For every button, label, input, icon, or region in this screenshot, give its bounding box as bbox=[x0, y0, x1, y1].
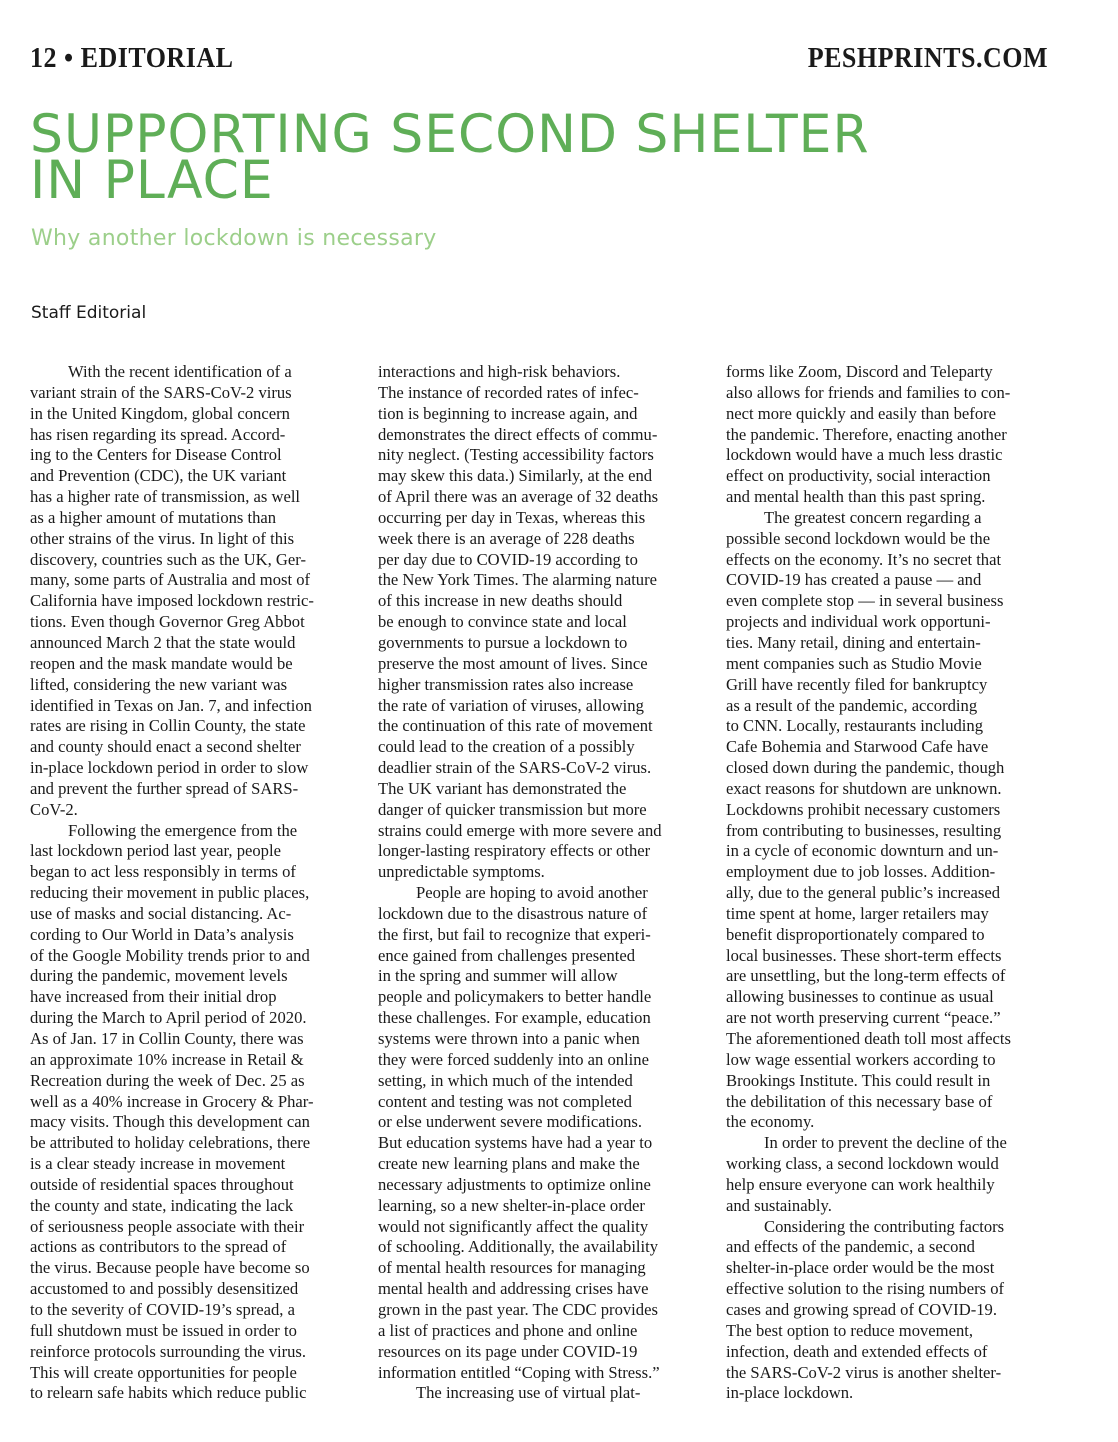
text-line: The best option to reduce movement, bbox=[726, 1320, 973, 1340]
text-line: other strains of the virus. In light of this bbox=[30, 528, 295, 548]
text-line: resources on its page under COVID-19 bbox=[378, 1341, 638, 1361]
text-line: help ensure everyone can work healthily bbox=[726, 1174, 995, 1194]
text-line: in a cycle of economic downturn and un- bbox=[726, 841, 999, 861]
text-line: and county should enact a second shelter bbox=[30, 737, 301, 757]
text-line: of the Google Mobility trends prior to and bbox=[30, 945, 310, 965]
headline bbox=[30, 104, 1010, 211]
text-line: and prevent the further spread of SARS- bbox=[30, 778, 299, 798]
text-line: The increasing use of virtual plat- bbox=[416, 1383, 641, 1403]
text-line: deadlier strain of the SARS-CoV-2 virus. bbox=[378, 758, 652, 778]
text-line: as a higher amount of mutations than bbox=[30, 507, 277, 527]
text-line: necessary adjustments to optimize online bbox=[378, 1174, 651, 1194]
column-2 bbox=[378, 362, 708, 1404]
text-line: The instance of recorded rates of infec- bbox=[378, 382, 639, 402]
text-line: exact reasons for shutdown are unknown. bbox=[726, 778, 1002, 798]
text-line: during the March to April period of 2020. bbox=[30, 1008, 307, 1028]
text-line: effective solution to the rising numbers of bbox=[726, 1279, 1005, 1299]
text-line: people and policymakers to better handle bbox=[378, 987, 652, 1007]
text-line: may skew this data.) Similarly, at the end bbox=[378, 466, 653, 486]
text-line: Following the emergence from the bbox=[68, 820, 298, 840]
text-line: of this increase in new deaths should bbox=[378, 591, 623, 611]
text-line: systems were thrown into a panic when bbox=[378, 1029, 640, 1048]
text-line: cases and growing spread of COVID-19. bbox=[726, 1299, 997, 1319]
text-line: macy visits. Though this development can bbox=[30, 1112, 310, 1132]
text-line: The greatest concern regarding a bbox=[764, 507, 982, 527]
text-line: closed down during the pandemic, though bbox=[726, 758, 1005, 778]
text-line: the New York Times. The alarming nature bbox=[378, 570, 657, 590]
section-label: 12 • EDITORIAL bbox=[30, 42, 234, 74]
text-line: began to act less responsibly in terms of bbox=[30, 862, 296, 882]
text-line: week there is an average of 228 deaths bbox=[378, 528, 635, 548]
text-line: from contributing to businesses, resulting bbox=[726, 820, 1002, 840]
text-line: The aforementioned death toll most affects bbox=[726, 1029, 1011, 1048]
text-line: as a result of the pandemic, according bbox=[726, 695, 978, 715]
text-line: in-place lockdown period in order to slow bbox=[30, 758, 309, 778]
text-line: preserve the most amount of lives. Since bbox=[378, 653, 648, 673]
subheadline: Why another lockdown is necessary bbox=[31, 226, 437, 251]
text-line: People are hoping to avoid another bbox=[416, 883, 648, 903]
text-line: in the United Kingdom, global concern bbox=[30, 403, 290, 423]
text-line: higher transmission rates also increase bbox=[378, 674, 634, 694]
text-line: the debilitation of this necessary base of bbox=[726, 1091, 993, 1111]
text-line: the pandemic. Therefore, enacting another bbox=[726, 424, 1007, 444]
text-line: nect more quickly and easily than before bbox=[726, 403, 997, 423]
text-line: have increased from their initial drop bbox=[30, 987, 277, 1007]
text-line: full shutdown must be issued in order to bbox=[30, 1320, 297, 1340]
text-line: But education systems have had a year to bbox=[378, 1133, 653, 1153]
text-line: last lockdown period last year, people bbox=[30, 841, 281, 861]
byline: Staff Editorial bbox=[31, 303, 147, 323]
text-line: mental health and addressing crises have bbox=[378, 1279, 649, 1299]
text-line: has risen regarding its spread. Accord- bbox=[30, 424, 286, 444]
text-line: the virus. Because people have become so bbox=[30, 1258, 310, 1278]
text-line: Grill have recently filed for bankruptcy bbox=[726, 674, 988, 694]
text-line: of mental health resources for managing bbox=[378, 1258, 646, 1278]
text-line: occurring per day in Texas, whereas this bbox=[378, 507, 646, 527]
text-line: and sustainably. bbox=[726, 1195, 832, 1215]
text-line: local businesses. These short-term effects bbox=[726, 945, 1002, 965]
text-line: outside of residential spaces throughout bbox=[30, 1174, 294, 1194]
text-line: danger of quicker transmission but more bbox=[378, 799, 647, 819]
text-line: grown in the past year. The CDC provides bbox=[378, 1299, 658, 1319]
text-line: unpredictable symptoms. bbox=[378, 862, 545, 882]
text-line: ment companies such as Studio Movie bbox=[726, 653, 982, 673]
text-line: many, some parts of Australia and most of bbox=[30, 570, 311, 590]
text-line: tions. Even though Governor Greg Abbot bbox=[30, 612, 305, 632]
text-line: accustomed to and possibly desensitized bbox=[30, 1279, 299, 1299]
text-line: infection, death and extended effects of bbox=[726, 1341, 988, 1361]
text-line: shelter-in-place order would be the most bbox=[726, 1258, 995, 1278]
text-line: rates are rising in Collin County, the state bbox=[30, 716, 306, 736]
text-line: employment due to job losses. Addition- bbox=[726, 862, 996, 882]
text-line: actions as contributors to the spread of bbox=[30, 1237, 287, 1257]
article-body bbox=[30, 362, 1050, 1442]
text-line: in-place lockdown. bbox=[726, 1383, 854, 1403]
text-line: the economy. bbox=[726, 1112, 815, 1132]
text-line: governments to pursue a lockdown to bbox=[378, 632, 628, 652]
text-line: cording to Our World in Data’s analysis bbox=[30, 924, 294, 944]
text-line: use of masks and social distancing. Ac- bbox=[30, 903, 292, 923]
text-line: Cafe Bohemia and Starwood Cafe have bbox=[726, 737, 989, 757]
text-line: effect on productivity, social interaction bbox=[726, 466, 991, 486]
text-line: of schooling. Additionally, the availability bbox=[378, 1237, 659, 1257]
text-line: setting, in which much of the intended bbox=[378, 1070, 633, 1090]
text-line: announced March 2 that the state would bbox=[30, 632, 296, 652]
headline-line-2: IN PLACE bbox=[30, 150, 274, 211]
text-line: time spent at home, larger retailers may bbox=[726, 903, 989, 923]
text-line: would not significantly affect the quality bbox=[378, 1216, 649, 1236]
text-line: well as a 40% increase in Grocery & Phar- bbox=[30, 1091, 314, 1111]
column-3 bbox=[726, 362, 1056, 1404]
text-line: they were forced suddenly into an online bbox=[378, 1049, 649, 1069]
text-line: lifted, considering the new variant was bbox=[30, 674, 288, 694]
text-line: ing to the Centers for Disease Control bbox=[30, 445, 282, 465]
text-line: In order to prevent the decline of the bbox=[764, 1133, 1007, 1153]
text-line: longer-lasting respiratory effects or other bbox=[378, 841, 651, 861]
column-1 bbox=[30, 362, 360, 1404]
text-line: demonstrates the direct effects of commu- bbox=[378, 424, 658, 444]
text-line: strains could emerge with more severe and bbox=[378, 820, 662, 840]
text-line: reinforce protocols surrounding the virus. bbox=[30, 1341, 307, 1361]
text-line: Brookings Institute. This could result in bbox=[726, 1070, 991, 1090]
text-line: learning, so a new shelter-in-place order bbox=[378, 1195, 645, 1215]
text-line: during the pandemic, movement levels bbox=[30, 966, 288, 986]
text-line: has a higher rate of transmission, as well bbox=[30, 487, 301, 507]
text-line: Lockdowns prohibit necessary customers bbox=[726, 799, 1001, 819]
text-line: are not worth preserving current “peace.” bbox=[726, 1008, 1001, 1028]
text-line: ence gained from challenges presented bbox=[378, 945, 636, 965]
text-line: and Prevention (CDC), the UK variant bbox=[30, 466, 287, 486]
text-line: is a clear steady increase in movement bbox=[30, 1154, 286, 1174]
text-line: variant strain of the SARS-CoV-2 virus bbox=[30, 382, 292, 402]
text-line: these challenges. For example, education bbox=[378, 1008, 651, 1028]
text-line: As of Jan. 17 in Collin County, there was bbox=[30, 1029, 304, 1048]
text-line: Recreation during the week of Dec. 25 as bbox=[30, 1070, 305, 1090]
text-line: reducing their movement in public places, bbox=[30, 883, 310, 903]
text-line: COVID-19 has created a pause — and bbox=[726, 570, 982, 590]
text-line: working class, a second lockdown would bbox=[726, 1154, 999, 1174]
text-line: California have imposed lockdown restric- bbox=[30, 591, 314, 611]
text-line: benefit disproportionately compared to bbox=[726, 924, 985, 944]
text-line: lockdown due to the disastrous nature of bbox=[378, 903, 648, 923]
headline-line-1: SUPPORTING SECOND SHELTER bbox=[30, 104, 870, 165]
text-line: identified in Texas on Jan. 7, and infection bbox=[30, 695, 312, 715]
text-line: nity neglect. (Testing accessibility factors bbox=[378, 445, 654, 465]
text-line: of seriousness people associate with their bbox=[30, 1216, 305, 1236]
text-line: also allows for friends and families to con- bbox=[726, 382, 1011, 402]
text-line: low wage essential workers according to bbox=[726, 1049, 996, 1069]
text-line: to relearn safe habits which reduce public bbox=[30, 1383, 307, 1403]
text-line: tion is beginning to increase again, and bbox=[378, 403, 638, 423]
text-line: the county and state, indicating the lack bbox=[30, 1195, 294, 1215]
text-line: content and testing was not completed bbox=[378, 1091, 632, 1111]
text-line: per day due to COVID-19 according to bbox=[378, 549, 638, 569]
text-line: lockdown would have a much less drastic bbox=[726, 445, 1003, 465]
text-line: allowing businesses to continue as usual bbox=[726, 987, 994, 1007]
text-line: discovery, countries such as the UK, Ger- bbox=[30, 549, 306, 569]
text-line: and effects of the pandemic, a second bbox=[726, 1237, 975, 1257]
text-line: Considering the contributing factors bbox=[764, 1216, 1005, 1236]
text-line: could lead to the creation of a possibly bbox=[378, 737, 635, 757]
text-line: reopen and the mask mandate would be bbox=[30, 653, 293, 673]
text-line: of April there was an average of 32 deaths bbox=[378, 487, 659, 507]
text-line: possible second lockdown would be the bbox=[726, 528, 991, 548]
text-line: and mental health than this past spring. bbox=[726, 487, 986, 507]
text-line: be attributed to holiday celebrations, there bbox=[30, 1133, 311, 1153]
text-line: interactions and high-risk behaviors. bbox=[378, 362, 621, 381]
text-line: in the spring and summer will allow bbox=[378, 966, 618, 986]
text-line: are unsettling, but the long-term effects of bbox=[726, 966, 1006, 986]
text-line: create new learning plans and make the bbox=[378, 1154, 640, 1174]
text-line: the continuation of this rate of movement bbox=[378, 716, 653, 736]
text-line: ties. Many retail, dining and entertain- bbox=[726, 632, 981, 652]
text-line: ally, due to the general public’s increased bbox=[726, 883, 1000, 903]
text-line: an approximate 10% increase in Retail & bbox=[30, 1049, 304, 1069]
text-line: projects and individual work opportuni- bbox=[726, 612, 991, 632]
text-line: This will create opportunities for people bbox=[30, 1362, 297, 1382]
text-line: With the recent identification of a bbox=[68, 362, 292, 381]
text-line: to the severity of COVID-19’s spread, a bbox=[30, 1299, 295, 1319]
text-line: a list of practices and phone and online bbox=[378, 1320, 638, 1340]
text-line: CoV-2. bbox=[30, 799, 78, 819]
text-line: The UK variant has demonstrated the bbox=[378, 778, 627, 798]
text-line: the SARS-CoV-2 virus is another shelter- bbox=[726, 1362, 1002, 1382]
text-line: or else underwent severe modifications. bbox=[378, 1112, 643, 1132]
text-line: the first, but fail to recognize that experi- bbox=[378, 924, 651, 944]
site-name: PESHPRINTS.COM bbox=[807, 42, 1048, 74]
text-line: even complete stop — in several business bbox=[726, 591, 1004, 611]
text-line: the rate of variation of viruses, allowing bbox=[378, 695, 644, 715]
text-line: to CNN. Locally, restaurants including bbox=[726, 716, 983, 736]
text-line: be enough to convince state and local bbox=[378, 612, 627, 632]
page-header bbox=[30, 42, 1048, 82]
text-line: effects on the economy. It’s no secret that bbox=[726, 549, 1002, 569]
text-line: forms like Zoom, Discord and Teleparty bbox=[726, 362, 993, 381]
text-line: information entitled “Coping with Stress.” bbox=[378, 1362, 660, 1382]
